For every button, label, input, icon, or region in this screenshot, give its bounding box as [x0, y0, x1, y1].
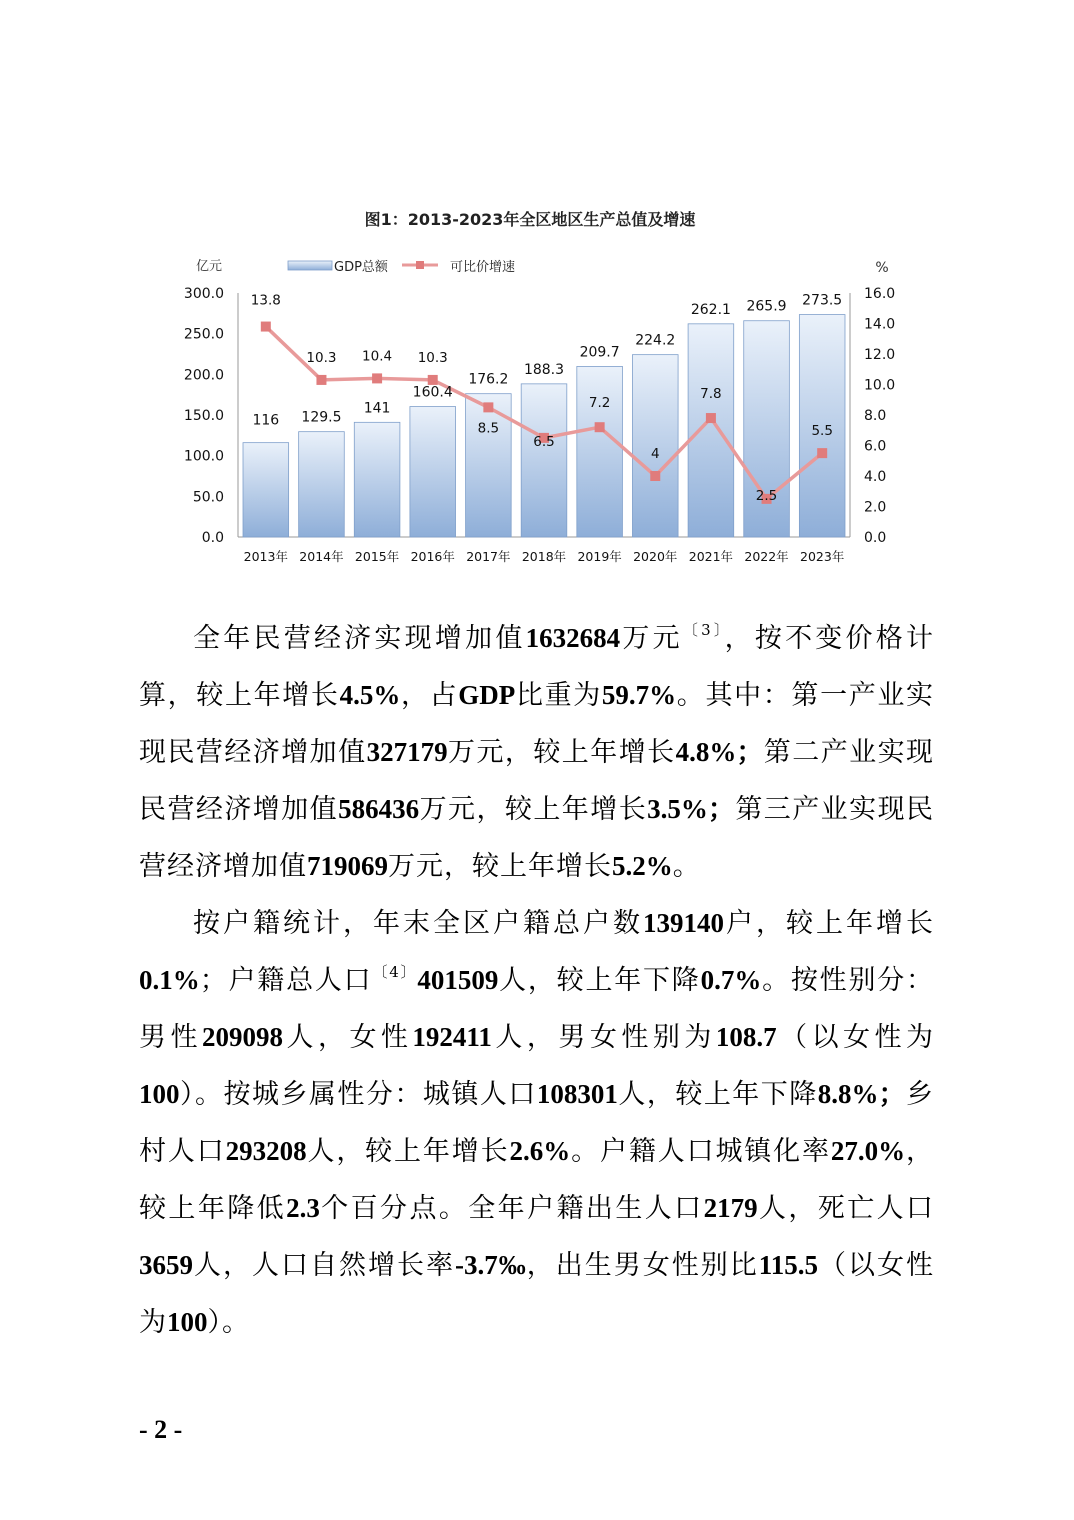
bar-value-label: 265.9 — [746, 298, 787, 315]
paragraph-household-population — [139, 895, 934, 1351]
text-segment: 全年民营经济实现增加值 — [193, 623, 526, 654]
text-segment: 。户籍人口城镇化率 — [570, 1136, 831, 1167]
growth-marker — [261, 322, 271, 332]
bar-value-label: 129.5 — [301, 409, 342, 426]
text-segment: 人，较上年下降 — [617, 1079, 818, 1110]
y2-tick-label: 0.0 — [864, 530, 887, 546]
text-segment: 比重为 — [515, 680, 602, 711]
bar — [744, 321, 790, 537]
bold-figure: 115.5 — [758, 1250, 819, 1280]
growth-value-label: 10.4 — [362, 348, 393, 365]
y-tick-label: 150.0 — [183, 408, 224, 424]
x-tick-label: 2014年 — [299, 549, 344, 564]
text-segment: 人，较上年增长 — [306, 1136, 510, 1167]
y2-tick-label: 8.0 — [864, 408, 887, 424]
bold-figure: 586436 — [338, 794, 420, 824]
bold-figure: 59.7% — [601, 680, 677, 710]
text-segment: ，出生男女性别比 — [526, 1250, 759, 1281]
y2-tick-label: 6.0 — [864, 438, 887, 455]
text-segment: 人，较上年下降 — [498, 965, 701, 996]
x-tick-label: 2020年 — [633, 549, 678, 564]
bar-value-label: 160.4 — [412, 384, 453, 401]
bold-figure: 8.8%； — [817, 1079, 906, 1109]
legend-line-label: 可比价增速 — [450, 260, 516, 275]
legend-bar-label: GDP总额 — [334, 260, 388, 275]
y-tick-label: 200.0 — [183, 367, 224, 384]
bar-value-label: 273.5 — [802, 292, 843, 309]
bar — [521, 384, 567, 537]
bar-value-label: 224.2 — [635, 332, 676, 349]
page-number: - 2 - — [139, 1415, 183, 1444]
growth-value-label: 10.3 — [417, 349, 448, 366]
growth-value-label: 8.5 — [477, 420, 500, 437]
growth-value-label: 5.5 — [811, 423, 833, 440]
text-segment: 第二产业实现民营经济增加值 — [139, 737, 935, 825]
bar — [577, 366, 623, 537]
x-tick-label: 2018年 — [521, 549, 567, 564]
x-tick-label: 2015年 — [354, 549, 400, 564]
growth-marker — [817, 448, 827, 458]
bar — [354, 422, 400, 537]
bold-figure: 192411 — [412, 1022, 492, 1052]
text-segment: 万元 — [620, 623, 683, 654]
bold-figure: 100 — [139, 1079, 180, 1109]
x-tick-label: 2013年 — [243, 549, 288, 564]
text-segment: ，占 — [400, 680, 459, 711]
bar-value-label: 116 — [252, 412, 280, 429]
paragraph-private-economy — [139, 610, 934, 895]
y2-tick-label: 4.0 — [864, 469, 887, 485]
growth-value-label: 4 — [650, 446, 660, 462]
text-segment: 第三产业实现民营经济增加值 — [139, 794, 935, 882]
growth-marker — [595, 422, 605, 432]
bar — [410, 407, 456, 537]
bold-figure: 0.1% — [139, 965, 200, 995]
bold-figure: 209098 — [201, 1022, 283, 1052]
text-segment: 人，人口自然增长率 — [193, 1250, 455, 1281]
y2-tick-label: 12.0 — [864, 347, 896, 363]
bold-figure: 27.0% — [830, 1136, 906, 1166]
bold-figure: 719069 — [307, 851, 388, 881]
bold-figure: 100 — [167, 1307, 208, 1337]
text-segment: （以女性为 — [139, 1250, 935, 1338]
growth-marker — [706, 413, 716, 423]
bold-figure: 139140 — [643, 908, 724, 938]
text-segment: 万元，较上年增长 — [388, 851, 612, 882]
y-tick-label: 100.0 — [183, 448, 224, 465]
x-tick-label: 2016年 — [410, 549, 455, 564]
legend-bar-swatch — [288, 261, 332, 270]
x-tick-label: 2021年 — [688, 549, 734, 564]
growth-marker — [372, 373, 382, 383]
text-segment: 人，男女性别为 — [491, 1022, 716, 1053]
bold-figure: 3659 — [139, 1250, 193, 1280]
bold-figure: GDP — [458, 680, 516, 710]
y2-tick-label: 10.0 — [864, 377, 896, 394]
text-segment: （以女性为 — [776, 1022, 935, 1053]
text-segment: 个百分点。全年户籍出生人口 — [319, 1193, 704, 1224]
bold-figure: 293208 — [225, 1136, 307, 1166]
bar — [243, 443, 289, 537]
x-tick-label: 2017年 — [466, 549, 511, 564]
text-segment: ）。 — [207, 1307, 250, 1338]
bar — [299, 432, 345, 537]
y-axis-unit: 亿元 — [195, 259, 222, 274]
text-segment: 万元，较上年增长 — [447, 737, 676, 768]
bold-figure: 3.5%； — [647, 794, 735, 824]
y2-axis-unit: % — [875, 260, 889, 276]
text-segment: 人，女性 — [282, 1022, 413, 1053]
bold-figure: 1632684 — [525, 623, 621, 653]
text-segment: 。 — [672, 851, 701, 882]
bold-figure: 5.2% — [612, 851, 673, 881]
growth-value-label: 10.3 — [306, 349, 337, 366]
y2-tick-label: 14.0 — [864, 316, 896, 333]
bold-figure: 327179 — [366, 737, 448, 767]
bar-value-label: 188.3 — [523, 361, 565, 378]
x-tick-label: 2023年 — [800, 549, 845, 564]
x-tick-label: 2019年 — [577, 549, 622, 564]
footnote-ref: 〔4〕 — [372, 963, 418, 981]
bold-figure: 2.6% — [509, 1136, 571, 1166]
text-segment: 万元，较上年增长 — [419, 794, 648, 825]
y-tick-label: 0.0 — [201, 530, 224, 546]
text-segment: 户，较上年增长 — [724, 908, 934, 939]
growth-marker — [483, 402, 493, 412]
chart-title: 图1：2013-2023年全区地区生产总值及增速 — [364, 210, 696, 229]
growth-marker — [316, 375, 326, 385]
growth-marker — [650, 471, 660, 481]
text-segment: ；户籍总人口 — [199, 965, 373, 996]
bold-figure: 4.8%； — [675, 737, 764, 767]
y2-tick-label: 16.0 — [864, 286, 896, 302]
growth-value-label: 2.5 — [755, 487, 778, 504]
text-segment: ）。按城乡属性分：城镇人口 — [179, 1079, 537, 1110]
text-segment: 人，死亡人口 — [757, 1193, 935, 1224]
bold-figure: -3.7‰ — [455, 1250, 527, 1280]
body-text — [139, 610, 934, 1351]
bold-figure: 2.3 — [286, 1193, 320, 1223]
growth-value-label: 13.8 — [250, 292, 281, 309]
growth-value-label: 7.8 — [700, 386, 722, 403]
bar-value-label: 209.7 — [579, 344, 620, 361]
legend — [288, 259, 515, 275]
y-tick-label: 50.0 — [192, 489, 224, 506]
growth-value-label: 7.2 — [588, 395, 611, 412]
bar — [688, 324, 734, 537]
y2-tick-label: 2.0 — [864, 499, 887, 516]
y-tick-label: 250.0 — [183, 326, 224, 343]
x-tick-label: 2022年 — [744, 549, 789, 564]
y-tick-label: 300.0 — [183, 286, 224, 302]
growth-value-label: 6.5 — [533, 433, 555, 450]
text-segment: ，按不变价格计算，较上年增长 — [139, 623, 935, 711]
bold-figure: 108.7 — [715, 1022, 777, 1052]
footnote-ref: 〔3〕 — [682, 621, 725, 639]
bold-figure: 0.7% — [700, 965, 762, 995]
bar-value-label: 141 — [363, 400, 391, 417]
gdp-chart — [170, 195, 896, 575]
text-segment: ，较上年降低 — [139, 1136, 935, 1224]
bar-value-label: 262.1 — [690, 301, 731, 318]
text-segment: 。其中：第一产业实现民营经济增加值 — [139, 680, 935, 768]
bold-figure: 401509 — [417, 965, 499, 995]
bold-figure: 4.5% — [339, 680, 401, 710]
text-segment: 按户籍统计，年末全区户籍总户数 — [193, 908, 643, 939]
bold-figure: 108301 — [536, 1079, 618, 1109]
legend-line-marker — [416, 261, 424, 269]
text-segment: 。按性别分：男性 — [139, 965, 935, 1053]
bold-figure: 2179 — [703, 1193, 758, 1223]
text-segment: 乡村人口 — [139, 1079, 935, 1167]
growth-marker — [428, 375, 438, 385]
bar-value-label: 176.2 — [468, 371, 509, 388]
